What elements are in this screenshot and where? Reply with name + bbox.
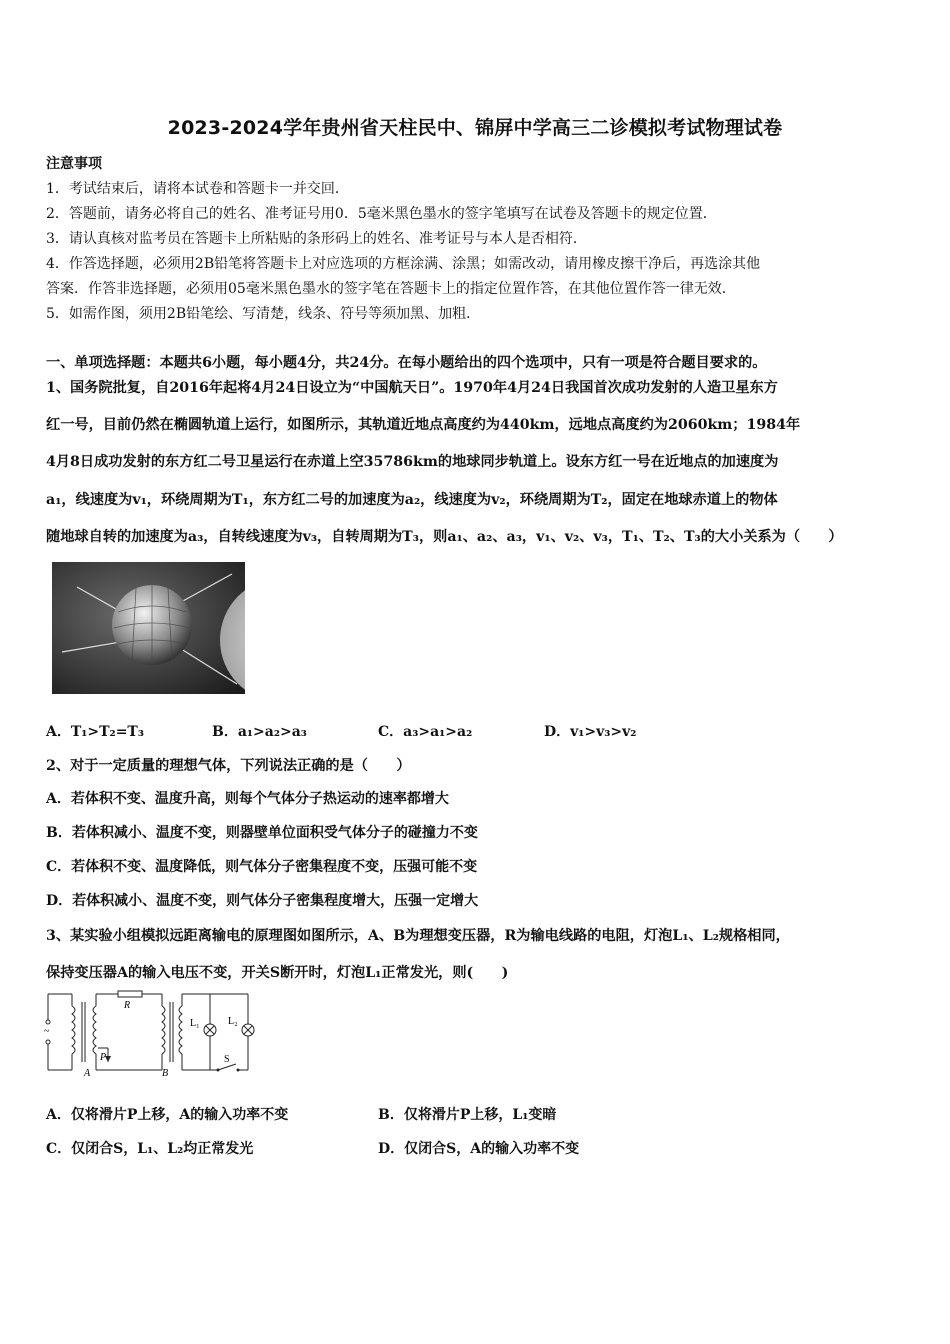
- q1-stem-line: 随地球自转的加速度为a₃，自转线速度为v₃，自转周期为T₃，则a₁、a₂、a₃，v₁、v₂、v₃，T₁、T₂、T₃的大小关系为（ ）: [46, 529, 843, 545]
- q2-option-c[interactable]: C．若体积不变、温度降低，则气体分子密集程度不变，压强可能不变: [46, 859, 478, 875]
- notice-item: 3．请认真核对监考员在答题卡上所粘贴的条形码上的姓名、准考证号与本人是否相符．: [46, 231, 587, 247]
- ac-source-label: ~: [44, 1026, 50, 1037]
- section-heading: 一、单项选择题：本题共6小题，每小题4分，共24分。在每小题给出的四个选项中，只有一项是符合题目要求的。: [46, 355, 767, 371]
- q1-stem-line: 1、国务院批复，自2016年起将4月24日设立为“中国航天日”。1970年4月24日我国首次成功发射的人造卫星东方: [46, 380, 778, 396]
- slider-label: P: [100, 1052, 107, 1063]
- transformer-a-label: A: [84, 1068, 91, 1078]
- notice-heading: 注意事项: [46, 156, 102, 172]
- q1-option-a[interactable]: A．T₁>T₂=T₃: [46, 724, 144, 740]
- q2-option-d[interactable]: D．若体积减小、温度不变，则气体分子密集程度增大，压强一定增大: [46, 893, 479, 909]
- switch-label: S: [224, 1054, 230, 1065]
- q1-option-c[interactable]: C．a₃>a₁>a₂: [378, 724, 473, 740]
- notice-item: 5．如需作图，须用2B铅笔绘、写清楚，线条、符号等须加黑、加粗．: [46, 306, 481, 322]
- q1-stem-line: 红一号，目前仍然在椭圆轨道上运行，如图所示，其轨道近地点高度约为440km，远地点高度约为2060km；1984年: [46, 417, 801, 433]
- notice-item: 1．考试结束后，请将本试卷和答题卡一并交回．: [46, 181, 349, 197]
- lamp-l2-label: L₂: [228, 1016, 238, 1027]
- exam-title: 2023-2024学年贵州省天柱民中、锦屏中学高三二诊模拟考试物理试卷: [167, 117, 783, 139]
- q2-option-a[interactable]: A．若体积不变、温度升高，则每个气体分子热运动的速率都增大: [46, 791, 449, 807]
- q3-option-b[interactable]: B．仅将滑片P上移，L₁变暗: [378, 1107, 557, 1123]
- q2-stem: 2、对于一定质量的理想气体，下列说法正确的是（ ）: [46, 758, 411, 774]
- q1-option-d[interactable]: D．v₁>v₃>v₂: [544, 724, 637, 740]
- q1-stem-line: 4月8日成功发射的东方红二号卫星运行在赤道上空35786km的地球同步轨道上。设东方红一号在近地点的加速度为: [46, 454, 779, 470]
- notice-item: 答案．作答非选择题，必须用05毫米黑色墨水的签字笔在答题卡上的指定位置作答，在其他位置作答一律无效．: [46, 281, 736, 297]
- q3-option-d[interactable]: D．仅闭合S，A的输入功率不变: [378, 1141, 580, 1157]
- q2-option-b[interactable]: B．若体积减小、温度不变，则器壁单位面积受气体分子的碰撞力不变: [46, 825, 478, 841]
- q1-option-b[interactable]: B．a₁>a₂>a₃: [212, 724, 307, 740]
- q3-option-c[interactable]: C．仅闭合S，L₁、L₂均正常发光: [46, 1141, 254, 1157]
- notice-item: 4．作答选择题，必须用2B铅笔将答题卡上对应选项的方框涂满、涂黑；如需改动，请用橡皮擦干净后，再选涂其他: [46, 256, 761, 272]
- notice-item: 2．答题前，请务必将自己的姓名、准考证号用0．5毫米黑色墨水的签字笔填写在试卷及答题卡的规定位置．: [46, 206, 717, 222]
- satellite-photo: [52, 562, 245, 698]
- circuit-diagram: [42, 990, 258, 1082]
- q3-stem-line: 3、某实验小组模拟远距离输电的原理图如图所示，A、B为理想变压器，R为输电线路的电阻，灯泡L₁、L₂规格相同，: [46, 928, 790, 944]
- q3-option-a[interactable]: A．仅将滑片P上移，A的输入功率不变: [46, 1107, 289, 1123]
- q3-stem-line: 保持变压器A的输入电压不变，开关S断开时，灯泡L₁正常发光，则( ): [46, 965, 509, 981]
- lamp-l1-label: L₁: [190, 1018, 200, 1029]
- resistor-label: R: [124, 1000, 131, 1011]
- q1-stem-line: a₁，线速度为v₁，环绕周期为T₁，东方红二号的加速度为a₂，线速度为v₂，环绕周期为T₂，固定在地球赤道上的物体: [46, 492, 778, 508]
- transformer-b-label: B: [162, 1068, 169, 1078]
